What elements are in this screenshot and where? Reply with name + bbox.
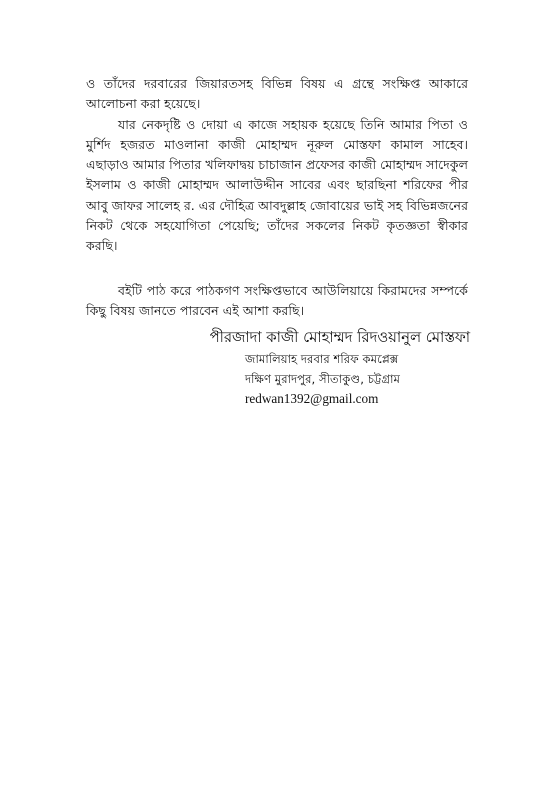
signature-block bbox=[140, 326, 470, 409]
affiliation-line: জামালিয়াহ দরবার শরিফ কমপ্লেক্স bbox=[245, 352, 399, 366]
author-name: পীরজাদা কাজী মোহাম্মদ রিদওয়ানুল মোস্তফা bbox=[209, 329, 470, 346]
address-line: দক্ষিণ মুরাদপুর, সীতাকুণ্ড, চট্টগ্রাম bbox=[245, 372, 401, 386]
paragraph-continuation: ও তাঁদের দরবারের জিয়ারতসহ বিভিন্ন বিষয় এ গ্রন্থে সংক্ষিপ্ত আকারে আলোচনা করা হয়েছে। bbox=[86, 76, 468, 112]
body-text bbox=[86, 74, 468, 321]
paragraph-acknowledgement: যার নেকদৃষ্টি ও দোয়া এ কাজে সহায়ক হয়েছে তিনি আমার পিতা ও মুর্শিদ হজরত মাওলানা কাজী মোহাম্মদ নূরুল মোস্তফা কামাল সাহেব। এছাড়াও আমার পিতার খলিফাদ্বয় চাচাজান প্রফেসর কাজী মোহাম্মদ সাদেকুল ইসলাম ও কাজী মোহাম্মদ আলাউদ্দীন সাবের এবং ছারছিনা শরিফের পীর আবু জাফর সালেহ র. এর দৌহিত্র আবদুল্লাহ জোবায়ের ভাই সহ বিভিন্নজনের নিকট থেকে সহযোগিতা পেয়েছি; তাঁদের সকলের নিকট কৃতজ্ঞতা স্বীকার করছি। bbox=[86, 116, 468, 254]
email-text: redwan1392@gmail.com bbox=[245, 391, 379, 406]
paragraph-closing: বইটি পাঠ করে পাঠকগণ সংক্ষিপ্তভাবে আউলিয়ায়ে কিরামদের সম্পর্কে কিছু বিষয় জানতে পারবেন এই আশা করছি। bbox=[86, 282, 468, 318]
